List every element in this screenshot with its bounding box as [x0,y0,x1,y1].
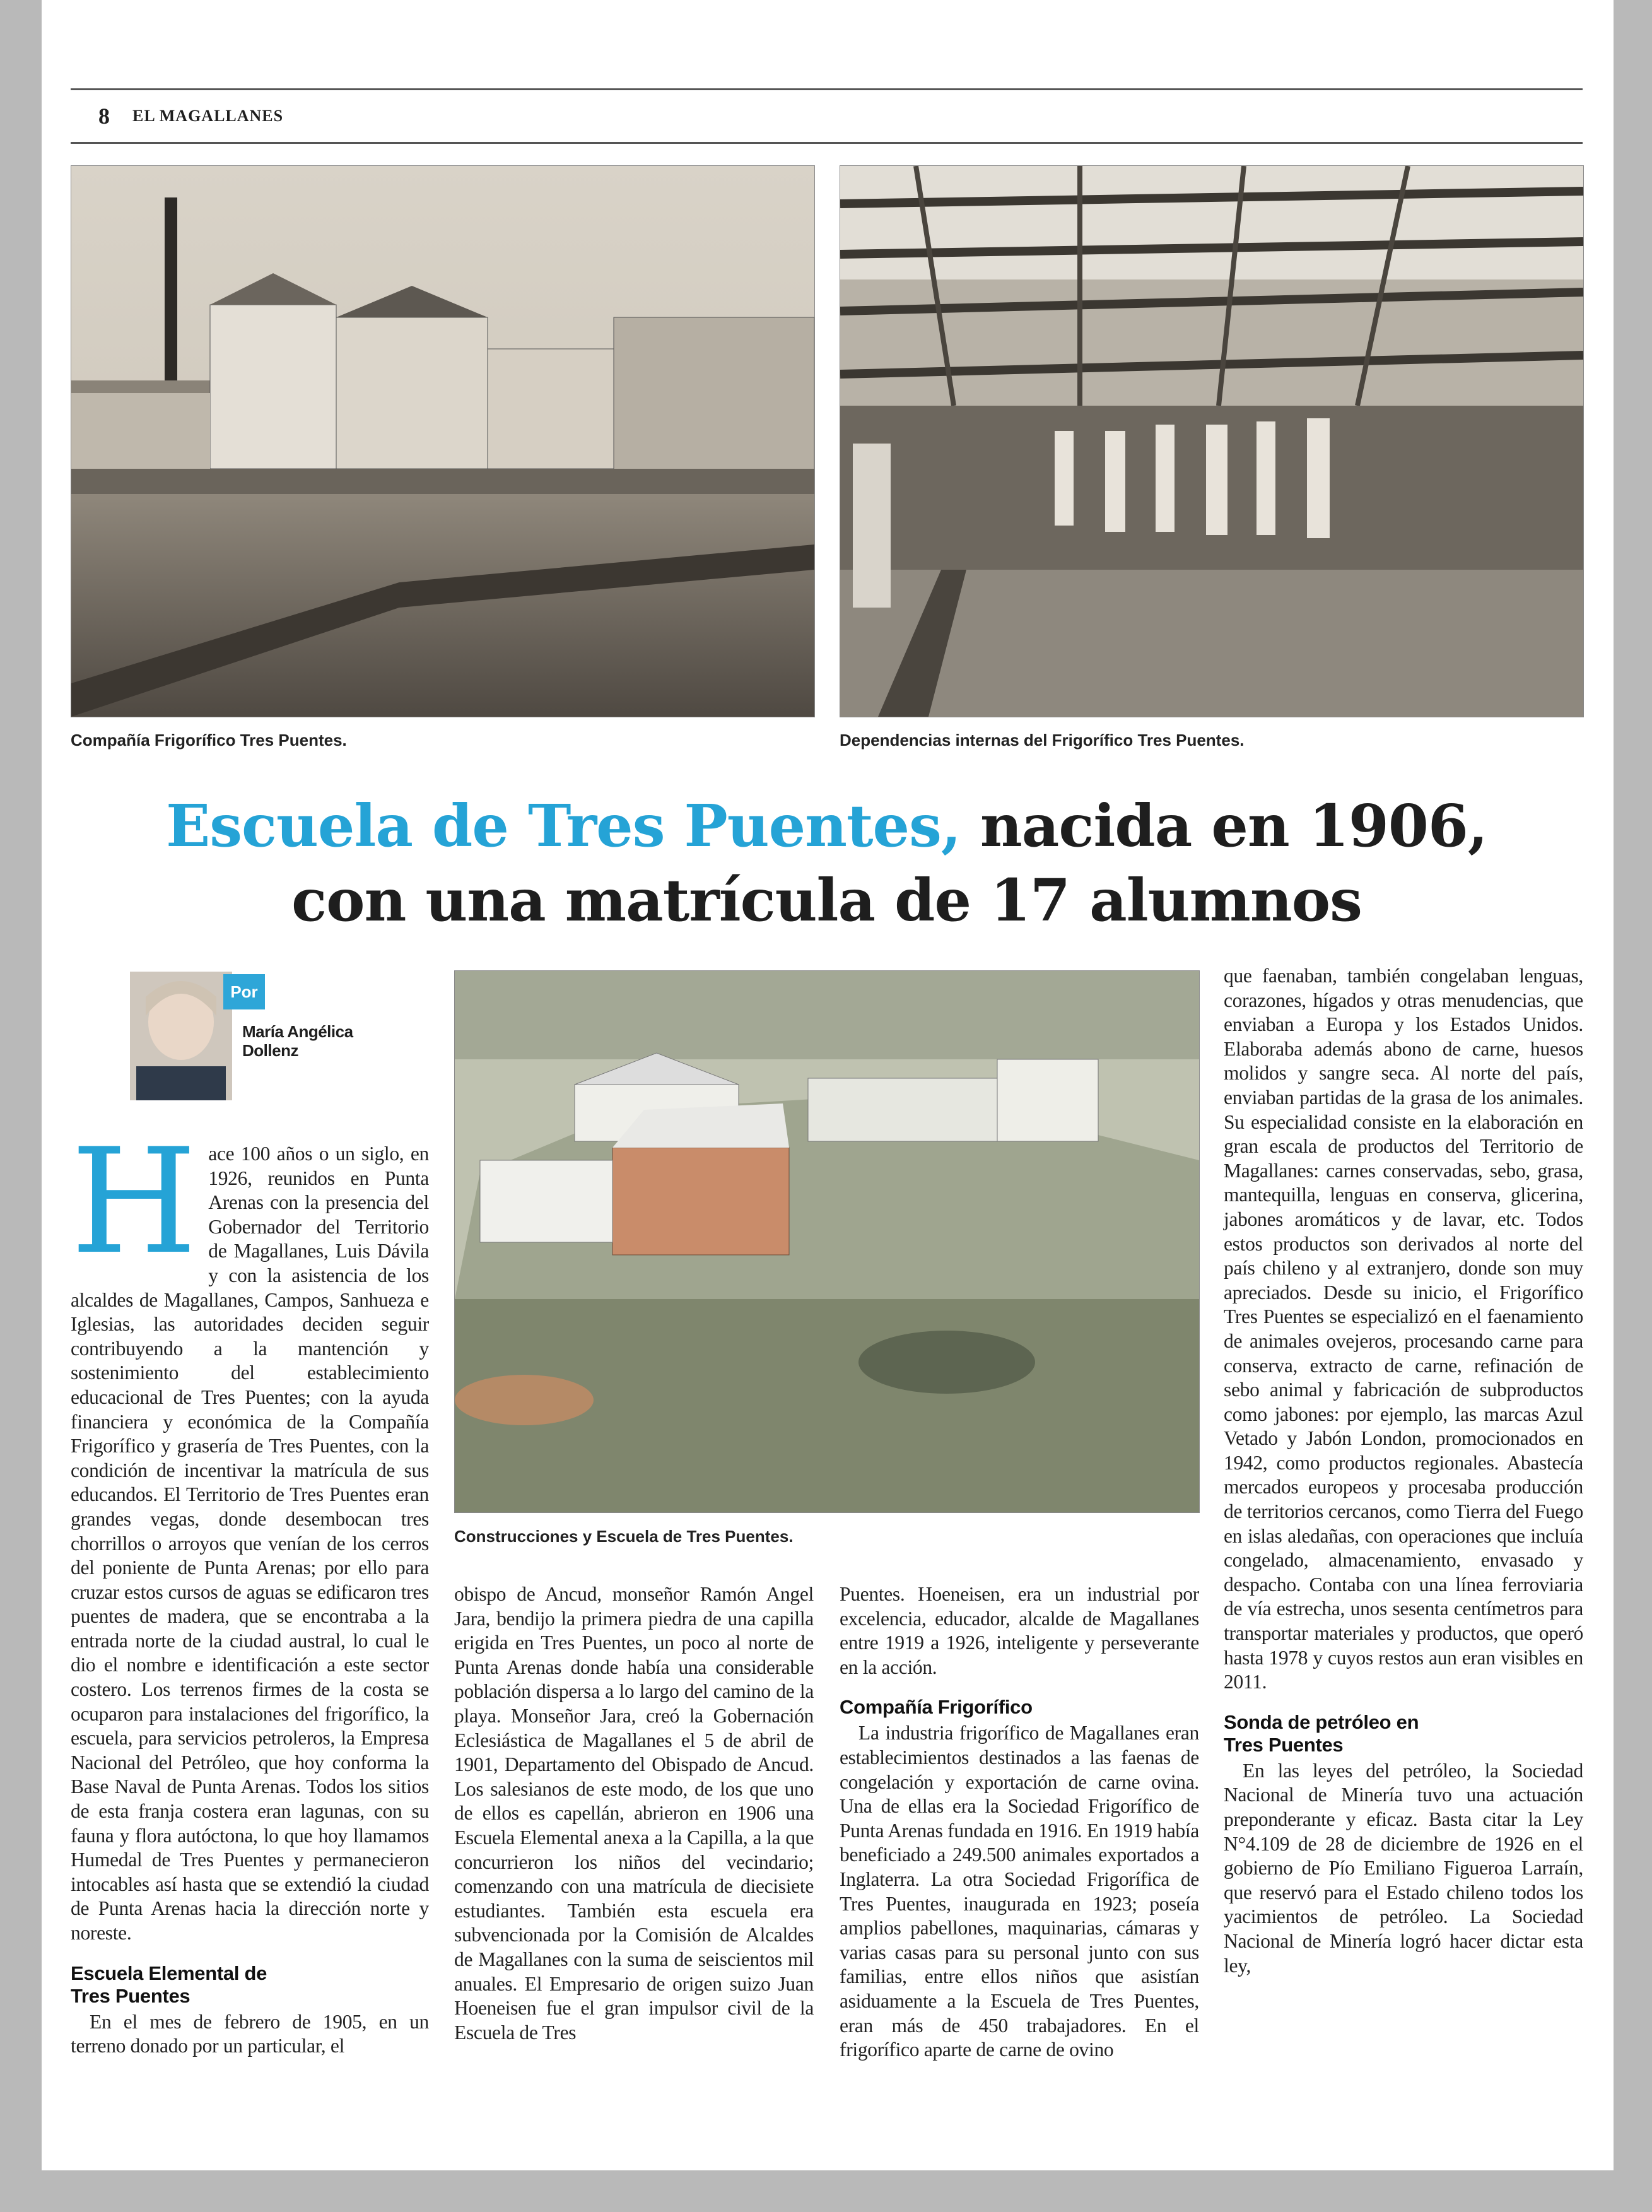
photo-escuela [454,970,1200,1513]
column-1 [71,1118,429,2059]
photo-frigorifico-interior [840,165,1584,717]
paragraph: En el mes de febrero de 1905, en un terreno donado por un particular, el [71,2010,429,2057]
paragraph: obispo de Ancud, monseñor Ramón Angel Jara, bendijo la primera piedra de una capilla erigida en Tres Puentes, un poco al norte de Punta Arenas donde había una considerable población dispersa a lo largo del camino de la playa. Monseñor Jara, creó la Gobernación Eclesiástica de Magallanes el 5 de abril de 1901, Departamento del Obispado de Ancud. Los salesianos de este modo, de los que uno de ellos es capellán, abrieron en 1906 una Escuela Elemental anexa a la Capilla, a la que concurrieron los niños del vecindario; comenzando con una matrícula de diecisiete estudiantes. También esta escuela era subvencionada por la Comisión de Alcaldes de Magallanes con la suma de seiscientos mil anuales. El Empresario de origen suizo Juan Hoeneisen fue el gran impulsor civil de la Escuela de Tres [454,1583,814,2044]
column-3 [840,1582,1199,2062]
caption-middle: Construcciones y Escuela de Tres Puentes. [454,1527,794,1546]
drop-cap: H [71,1118,197,1286]
headline-rest: nacida en 1906, [960,792,1487,860]
subhead-escuela-elemental: Escuela Elemental de Tres Puentes [71,1962,267,2007]
paragraph: La industria frigorífico de Magallanes eran establecimientos destinados a las faenas de congelación y exportación de carne ovina. Una de ellas era la Sociedad Frigorífico de Punta Arenas fundada en 1916. En 1919 había beneficiado a 249.500 animales exportados a Inglaterra. La otra Sociedad Frigorífica de Tres Puentes, inaugurada en 1923; poseía amplios pabellones, maquinarias, cámaras y varias casas para su personal junto con sus familias, entre ellos niños que asistían asiduamente a la Escuela de Tres Puentes, eran más de 450 trabajadores. En el frigorífico aparte de carne de ovino [840,1722,1199,2061]
page-header [71,88,1583,144]
newspaper-name: EL MAGALLANES [132,107,284,125]
page-number: 8 [98,103,110,129]
author-name: María Angélica Dollenz [242,1022,353,1060]
paragraph: Puentes. Hoeneisen, era un industrial por excelencia, educador, alcalde de Magallanes entre 1919 a 1926, inteligente y perseverante en la acción. [840,1583,1199,1678]
author-photo [130,972,232,1100]
caption-top-left: Compañía Frigorífico Tres Puentes. [71,731,347,750]
column-4 [1224,964,1583,1978]
column-2 [454,1582,814,2045]
paragraph: que faenaban, también congelaban lenguas, corazones, hígados y otras menudencias, que enviaban a Europa y los Estados Unidos. Elaboraba además abono de carne, huesos molidos y sangre seca. Al norte del país, enviaban partidas de la grasa de los animales. Su especialidad consiste en la elaboración en gran escala de productos del Territorio de Magallanes: carnes conservadas, sebo, grasa, mantequilla, lenguas en conserva, glicerina, jabones aromáticos y de lavar, etc. Todos estos productos son derivados al norte del país chileno y al extranjero, donde son muy apreciados. Desde su inicio, el Frigorífico Tres Puentes se especializó en el faenamiento de animales ovejeros, procesando carne para conserva, extracto de carne, refinación de sebo animal y fabricación de subproductos como jabones: por ejemplo, las marcas Azul Vetado y Jabón London, promocionados en 1942, como productos regionales. Abastecía mercados europeos y procesaba producción de territorios cercanos, como Tierra del Fuego en islas aledañas, con operaciones que incluía congelado, almacenamiento, envasado y despacho. Contaba con una línea ferroviaria de vía estrecha, unos sesenta centímetros para transportar materiales y productos, que operó hasta 1978 y cuyos restos aun eran visibles en 2011. [1224,965,1583,1693]
headline [71,789,1583,938]
paragraph: En las leyes del petróleo, la Sociedad Nacional de Minería tuvo una actuación preponderante y eficaz. Basta citar la Ley N°4.109 de 28 de diciembre de 1926 en el gobierno de Pío Emiliano Figueroa Larraín, que reservó para el Estado chileno todos los yacimientos de petróleo. La Sociedad Nacional de Minería logró hacer dictar esta ley, [1224,1759,1583,1977]
paragraph: ace 100 años o un siglo, en 1926, reunidos en Punta Arenas con la presencia del Gobernador del Territorio de Magallanes, Luis Dávila y con la asistencia de los alcaldes de Magallanes, Campos, Sanhueza e Iglesias, las autoridades deciden seguir contribuyendo a la mantención y sostenimiento del establecimiento educacional de Tres Puentes; con la ayuda financiera y económica de la Compañía Frigorífico y grasería de Tres Puentes, con la condición de incentivar la matrícula de sus educandos. El Territorio de Tres Puentes eran grandes vegas, donde desembocan tres chorrillos o arroyos que venían de los cerros del poniente de Punta Arenas; por ello para cruzar estos cursos de aguas se edificaron tres puentes de madera, que se encontraba a la entrada norte de la ciudad austral, lo cual le dio el nombre e identificación a este sector costero. Los terrenos firmes de la costa se ocuparon para instalaciones del frigorífico, la escuela, para servicios petroleros, la Empresa Nacional del Petróleo, que hoy conforma la Base Naval de Punta Arenas. Todos los sitios de esta franja costera eran lagunas, con su fauna y flora autóctona, lo que hoy llamamos Humedal de Tres Puentes y permanecieron intocables así hasta que se extendió la ciudad de Punta Arenas hacia la dirección norte y noreste. [71,1143,429,1944]
headline-highlight: Escuela de Tres Puentes, [166,792,961,860]
subhead-sonda-petroleo: Sonda de petróleo en Tres Puentes [1224,1710,1419,1756]
caption-top-right: Dependencias internas del Frigorífico Tres Puentes. [840,731,1245,750]
byline-label: Por [223,974,265,1009]
subhead-compania-frigorifico: Compañía Frigorífico [840,1696,1033,1719]
photo-frigorifico-exterior [71,165,815,717]
headline-line2: con una matrícula de 17 alumnos [291,866,1362,934]
